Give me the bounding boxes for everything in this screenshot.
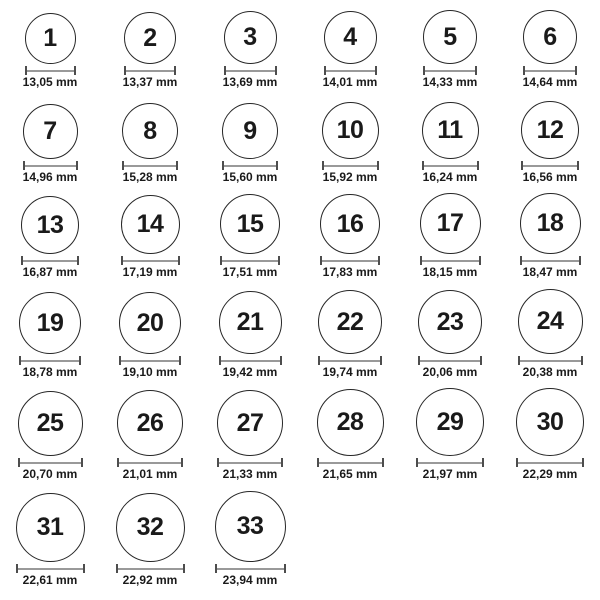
chart-row bbox=[0, 488, 600, 600]
diameter-label: 20,70 mm bbox=[22, 467, 78, 482]
diameter-label: 20,06 mm bbox=[422, 365, 478, 380]
ring-size-cell bbox=[0, 196, 100, 280]
diameter-measure-bracket bbox=[124, 66, 176, 75]
measure-bar bbox=[318, 360, 382, 362]
diameter-measure-bracket bbox=[220, 256, 280, 265]
ring-size-cell bbox=[400, 102, 500, 185]
measure-bar bbox=[217, 462, 283, 464]
diameter-measure-bracket bbox=[121, 256, 180, 265]
diameter-label: 22,61 mm bbox=[22, 573, 78, 588]
diameter-measure-bracket bbox=[23, 161, 78, 170]
measure-tick-left bbox=[423, 66, 425, 75]
ring-size-number: 29 bbox=[436, 407, 464, 436]
ring-size-cell bbox=[300, 290, 400, 380]
measure-tick-left bbox=[21, 256, 23, 265]
ring-circle bbox=[523, 10, 577, 64]
measure-bar bbox=[224, 70, 277, 72]
ring-size-number: 19 bbox=[36, 308, 64, 337]
ring-circle bbox=[215, 491, 286, 562]
measure-bar bbox=[422, 165, 479, 167]
ring-circle bbox=[418, 290, 482, 354]
diameter-label: 22,29 mm bbox=[522, 467, 578, 482]
measure-tick-right bbox=[375, 66, 377, 75]
measure-tick-right bbox=[477, 161, 479, 170]
measure-tick-left bbox=[215, 564, 217, 573]
measure-tick-left bbox=[518, 356, 520, 365]
ring-size-cell bbox=[400, 290, 500, 380]
ring-circle bbox=[317, 389, 384, 456]
measure-tick-left bbox=[23, 161, 25, 170]
measure-tick-left bbox=[521, 161, 523, 170]
diameter-label: 21,01 mm bbox=[122, 467, 178, 482]
diameter-label: 17,51 mm bbox=[222, 265, 278, 280]
diameter-label: 22,92 mm bbox=[122, 573, 178, 588]
ring-size-number: 10 bbox=[336, 116, 364, 145]
diameter-measure-bracket bbox=[422, 161, 479, 170]
measure-tick-right bbox=[183, 564, 185, 573]
measure-tick-right bbox=[581, 356, 583, 365]
diameter-label: 13,05 mm bbox=[22, 75, 78, 90]
measure-tick-right bbox=[83, 564, 85, 573]
ring-circle bbox=[217, 390, 283, 456]
measure-bar bbox=[19, 360, 81, 362]
ring-circle bbox=[117, 390, 183, 456]
chart-row bbox=[0, 191, 600, 286]
diameter-measure-bracket bbox=[215, 564, 286, 573]
measure-tick-right bbox=[284, 564, 286, 573]
ring-size-number: 8 bbox=[143, 116, 157, 145]
ring-size-number: 1 bbox=[43, 24, 57, 53]
measure-bar bbox=[222, 165, 278, 167]
measure-tick-right bbox=[178, 256, 180, 265]
ring-size-number: 22 bbox=[336, 307, 364, 336]
ring-circle bbox=[318, 290, 382, 354]
diameter-measure-bracket bbox=[18, 458, 83, 467]
measure-tick-left bbox=[222, 161, 224, 170]
measure-tick-left bbox=[523, 66, 525, 75]
ring-circle bbox=[219, 291, 282, 354]
diameter-measure-bracket bbox=[523, 66, 577, 75]
ring-size-cell bbox=[100, 12, 200, 90]
measure-tick-right bbox=[482, 458, 484, 467]
measure-bar bbox=[21, 260, 79, 262]
measure-tick-right bbox=[281, 458, 283, 467]
ring-circle bbox=[119, 292, 181, 354]
diameter-label: 21,33 mm bbox=[222, 467, 278, 482]
ring-circle bbox=[16, 493, 85, 562]
measure-bar bbox=[25, 70, 76, 72]
ring-size-number: 25 bbox=[36, 409, 64, 438]
diameter-label: 15,92 mm bbox=[322, 170, 378, 185]
ring-size-number: 30 bbox=[536, 407, 564, 436]
measure-tick-left bbox=[322, 161, 324, 170]
measure-tick-right bbox=[76, 161, 78, 170]
measure-tick-right bbox=[79, 356, 81, 365]
diameter-measure-bracket bbox=[19, 356, 81, 365]
measure-tick-right bbox=[280, 356, 282, 365]
diameter-measure-bracket bbox=[420, 256, 481, 265]
ring-size-cell bbox=[300, 102, 400, 185]
ring-size-cell bbox=[100, 195, 200, 280]
measure-tick-left bbox=[224, 66, 226, 75]
measure-tick-right bbox=[479, 256, 481, 265]
ring-circle bbox=[518, 289, 583, 354]
measure-tick-left bbox=[121, 256, 123, 265]
ring-size-cell bbox=[300, 11, 400, 90]
measure-tick-right bbox=[278, 256, 280, 265]
ring-size-cell bbox=[400, 193, 500, 280]
chart-row bbox=[0, 0, 600, 96]
measure-tick-left bbox=[124, 66, 126, 75]
ring-circle bbox=[422, 102, 479, 159]
measure-bar bbox=[320, 260, 380, 262]
ring-size-number: 12 bbox=[536, 115, 564, 144]
diameter-label: 13,69 mm bbox=[222, 75, 278, 90]
ring-size-number: 17 bbox=[436, 209, 464, 238]
measure-tick-left bbox=[418, 356, 420, 365]
diameter-measure-bracket bbox=[119, 356, 181, 365]
diameter-measure-bracket bbox=[217, 458, 283, 467]
diameter-measure-bracket bbox=[318, 356, 382, 365]
measure-tick-right bbox=[77, 256, 79, 265]
ring-size-number: 27 bbox=[236, 408, 264, 437]
ring-size-number: 3 bbox=[243, 23, 257, 52]
ring-size-number: 9 bbox=[243, 116, 257, 145]
measure-bar bbox=[523, 70, 577, 72]
ring-size-cell bbox=[100, 493, 200, 588]
diameter-label: 16,24 mm bbox=[422, 170, 478, 185]
ring-size-number: 16 bbox=[336, 209, 364, 238]
ring-size-number: 7 bbox=[43, 117, 57, 146]
measure-tick-left bbox=[320, 256, 322, 265]
measure-tick-right bbox=[181, 458, 183, 467]
diameter-label: 21,97 mm bbox=[422, 467, 478, 482]
ring-size-cell bbox=[0, 13, 100, 90]
measure-tick-right bbox=[582, 458, 584, 467]
diameter-label: 18,47 mm bbox=[522, 265, 578, 280]
measure-tick-right bbox=[378, 256, 380, 265]
diameter-label: 19,10 mm bbox=[122, 365, 178, 380]
measure-bar bbox=[124, 70, 176, 72]
ring-circle bbox=[18, 391, 83, 456]
measure-bar bbox=[423, 70, 477, 72]
ring-size-cell bbox=[400, 10, 500, 90]
diameter-label: 14,64 mm bbox=[522, 75, 578, 90]
diameter-measure-bracket bbox=[324, 66, 377, 75]
ring-circle bbox=[122, 103, 178, 159]
measure-bar bbox=[520, 260, 581, 262]
ring-circle bbox=[23, 104, 78, 159]
ring-size-cell bbox=[200, 194, 300, 280]
measure-bar bbox=[18, 462, 83, 464]
ring-circle bbox=[423, 10, 477, 64]
measure-bar bbox=[122, 165, 178, 167]
measure-tick-right bbox=[380, 356, 382, 365]
chart-row bbox=[0, 386, 600, 488]
diameter-measure-bracket bbox=[520, 256, 581, 265]
measure-tick-left bbox=[25, 66, 27, 75]
ring-size-number: 4 bbox=[343, 23, 357, 52]
ring-size-cell bbox=[200, 291, 300, 380]
measure-tick-right bbox=[81, 458, 83, 467]
diameter-measure-bracket bbox=[322, 161, 379, 170]
chart-row bbox=[0, 96, 600, 191]
diameter-label: 15,28 mm bbox=[122, 170, 178, 185]
ring-circle bbox=[521, 101, 579, 159]
ring-size-cell bbox=[200, 390, 300, 482]
diameter-label: 18,78 mm bbox=[22, 365, 78, 380]
ring-size-cell bbox=[500, 101, 600, 185]
measure-bar bbox=[521, 165, 579, 167]
ring-size-cell bbox=[500, 388, 600, 482]
measure-tick-left bbox=[324, 66, 326, 75]
measure-tick-left bbox=[119, 356, 121, 365]
measure-tick-right bbox=[176, 161, 178, 170]
measure-tick-right bbox=[480, 356, 482, 365]
diameter-measure-bracket bbox=[418, 356, 482, 365]
diameter-measure-bracket bbox=[116, 564, 185, 573]
measure-tick-left bbox=[19, 356, 21, 365]
diameter-measure-bracket bbox=[416, 458, 484, 467]
ring-size-cell bbox=[400, 388, 500, 482]
measure-tick-left bbox=[217, 458, 219, 467]
ring-size-cell bbox=[0, 493, 100, 588]
diameter-label: 21,65 mm bbox=[322, 467, 378, 482]
measure-tick-left bbox=[18, 458, 20, 467]
ring-size-number: 15 bbox=[236, 209, 264, 238]
measure-bar bbox=[416, 462, 484, 464]
ring-size-number: 14 bbox=[136, 210, 164, 239]
ring-size-number: 5 bbox=[443, 22, 457, 51]
diameter-measure-bracket bbox=[224, 66, 277, 75]
ring-size-cell bbox=[300, 194, 400, 280]
ring-size-cell bbox=[100, 292, 200, 380]
diameter-label: 18,15 mm bbox=[422, 265, 478, 280]
measure-tick-right bbox=[275, 66, 277, 75]
measure-bar bbox=[215, 568, 286, 570]
ring-size-cell bbox=[500, 193, 600, 280]
measure-tick-right bbox=[377, 161, 379, 170]
ring-size-number: 11 bbox=[437, 116, 463, 145]
ring-circle bbox=[420, 193, 481, 254]
ring-size-number: 2 bbox=[143, 23, 157, 52]
diameter-measure-bracket bbox=[16, 564, 85, 573]
diameter-measure-bracket bbox=[21, 256, 79, 265]
ring-size-number: 13 bbox=[36, 210, 64, 239]
diameter-label: 13,37 mm bbox=[122, 75, 178, 90]
ring-size-number: 33 bbox=[236, 512, 264, 541]
diameter-measure-bracket bbox=[122, 161, 178, 170]
diameter-measure-bracket bbox=[516, 458, 584, 467]
ring-circle bbox=[324, 11, 377, 64]
ring-size-number: 20 bbox=[136, 308, 164, 337]
diameter-label: 17,19 mm bbox=[122, 265, 178, 280]
measure-bar bbox=[219, 360, 282, 362]
measure-bar bbox=[516, 462, 584, 464]
measure-tick-left bbox=[520, 256, 522, 265]
measure-bar bbox=[418, 360, 482, 362]
ring-circle bbox=[320, 194, 380, 254]
measure-bar bbox=[220, 260, 280, 262]
measure-bar bbox=[117, 462, 183, 464]
diameter-label: 16,56 mm bbox=[522, 170, 578, 185]
measure-tick-left bbox=[420, 256, 422, 265]
ring-size-number: 24 bbox=[536, 307, 564, 336]
ring-circle bbox=[322, 102, 379, 159]
chart-row bbox=[0, 286, 600, 386]
ring-size-cell bbox=[0, 292, 100, 380]
ring-size-number: 23 bbox=[436, 307, 464, 336]
measure-bar bbox=[119, 360, 181, 362]
ring-circle bbox=[220, 194, 280, 254]
ring-circle bbox=[121, 195, 180, 254]
measure-tick-left bbox=[422, 161, 424, 170]
measure-tick-right bbox=[276, 161, 278, 170]
diameter-label: 17,83 mm bbox=[322, 265, 378, 280]
ring-circle bbox=[416, 388, 484, 456]
ring-circle bbox=[520, 193, 581, 254]
measure-tick-right bbox=[579, 256, 581, 265]
ring-size-cell bbox=[0, 104, 100, 185]
measure-bar bbox=[121, 260, 180, 262]
diameter-measure-bracket bbox=[518, 356, 583, 365]
measure-tick-left bbox=[122, 161, 124, 170]
measure-tick-left bbox=[16, 564, 18, 573]
measure-tick-left bbox=[116, 564, 118, 573]
ring-size-cell bbox=[200, 103, 300, 185]
measure-tick-left bbox=[416, 458, 418, 467]
measure-bar bbox=[518, 360, 583, 362]
measure-bar bbox=[23, 165, 78, 167]
measure-tick-right bbox=[577, 161, 579, 170]
diameter-label: 19,42 mm bbox=[222, 365, 278, 380]
ring-circle bbox=[516, 388, 584, 456]
diameter-label: 20,38 mm bbox=[522, 365, 578, 380]
measure-tick-right bbox=[174, 66, 176, 75]
ring-circle bbox=[116, 493, 185, 562]
measure-tick-left bbox=[117, 458, 119, 467]
measure-tick-left bbox=[516, 458, 518, 467]
measure-tick-left bbox=[317, 458, 319, 467]
measure-tick-right bbox=[575, 66, 577, 75]
diameter-label: 23,94 mm bbox=[222, 573, 278, 588]
diameter-measure-bracket bbox=[117, 458, 183, 467]
ring-size-cell bbox=[300, 389, 400, 482]
diameter-measure-bracket bbox=[317, 458, 384, 467]
ring-size-cell bbox=[0, 391, 100, 482]
diameter-label: 14,33 mm bbox=[422, 75, 478, 90]
ring-size-cell bbox=[500, 10, 600, 90]
measure-tick-right bbox=[179, 356, 181, 365]
measure-bar bbox=[317, 462, 384, 464]
ring-size-number: 18 bbox=[536, 209, 564, 238]
ring-circle bbox=[21, 196, 79, 254]
ring-size-cell bbox=[200, 491, 300, 588]
measure-tick-left bbox=[220, 256, 222, 265]
diameter-measure-bracket bbox=[423, 66, 477, 75]
ring-circle bbox=[25, 13, 76, 64]
ring-size-number: 26 bbox=[136, 408, 164, 437]
ring-circle bbox=[224, 11, 277, 64]
measure-bar bbox=[116, 568, 185, 570]
ring-circle bbox=[124, 12, 176, 64]
ring-size-number: 21 bbox=[236, 308, 264, 337]
measure-bar bbox=[16, 568, 85, 570]
diameter-measure-bracket bbox=[25, 66, 76, 75]
measure-tick-right bbox=[382, 458, 384, 467]
measure-bar bbox=[324, 70, 377, 72]
measure-tick-right bbox=[475, 66, 477, 75]
diameter-measure-bracket bbox=[521, 161, 579, 170]
diameter-measure-bracket bbox=[222, 161, 278, 170]
measure-bar bbox=[420, 260, 481, 262]
ring-size-number: 31 bbox=[36, 513, 64, 542]
ring-size-cell bbox=[100, 103, 200, 185]
ring-circle bbox=[19, 292, 81, 354]
diameter-label: 16,87 mm bbox=[22, 265, 78, 280]
ring-size-number: 32 bbox=[136, 513, 164, 542]
ring-circle bbox=[222, 103, 278, 159]
measure-bar bbox=[322, 165, 379, 167]
ring-size-number: 28 bbox=[336, 408, 364, 437]
ring-size-cell bbox=[500, 289, 600, 380]
diameter-label: 15,60 mm bbox=[222, 170, 278, 185]
diameter-label: 14,01 mm bbox=[322, 75, 378, 90]
diameter-measure-bracket bbox=[219, 356, 282, 365]
ring-size-number: 6 bbox=[543, 22, 557, 51]
measure-tick-left bbox=[219, 356, 221, 365]
measure-tick-left bbox=[318, 356, 320, 365]
ring-size-cell bbox=[200, 11, 300, 90]
ring-size-cell bbox=[100, 390, 200, 482]
diameter-measure-bracket bbox=[320, 256, 380, 265]
diameter-label: 19,74 mm bbox=[322, 365, 378, 380]
diameter-label: 14,96 mm bbox=[22, 170, 78, 185]
measure-tick-right bbox=[74, 66, 76, 75]
